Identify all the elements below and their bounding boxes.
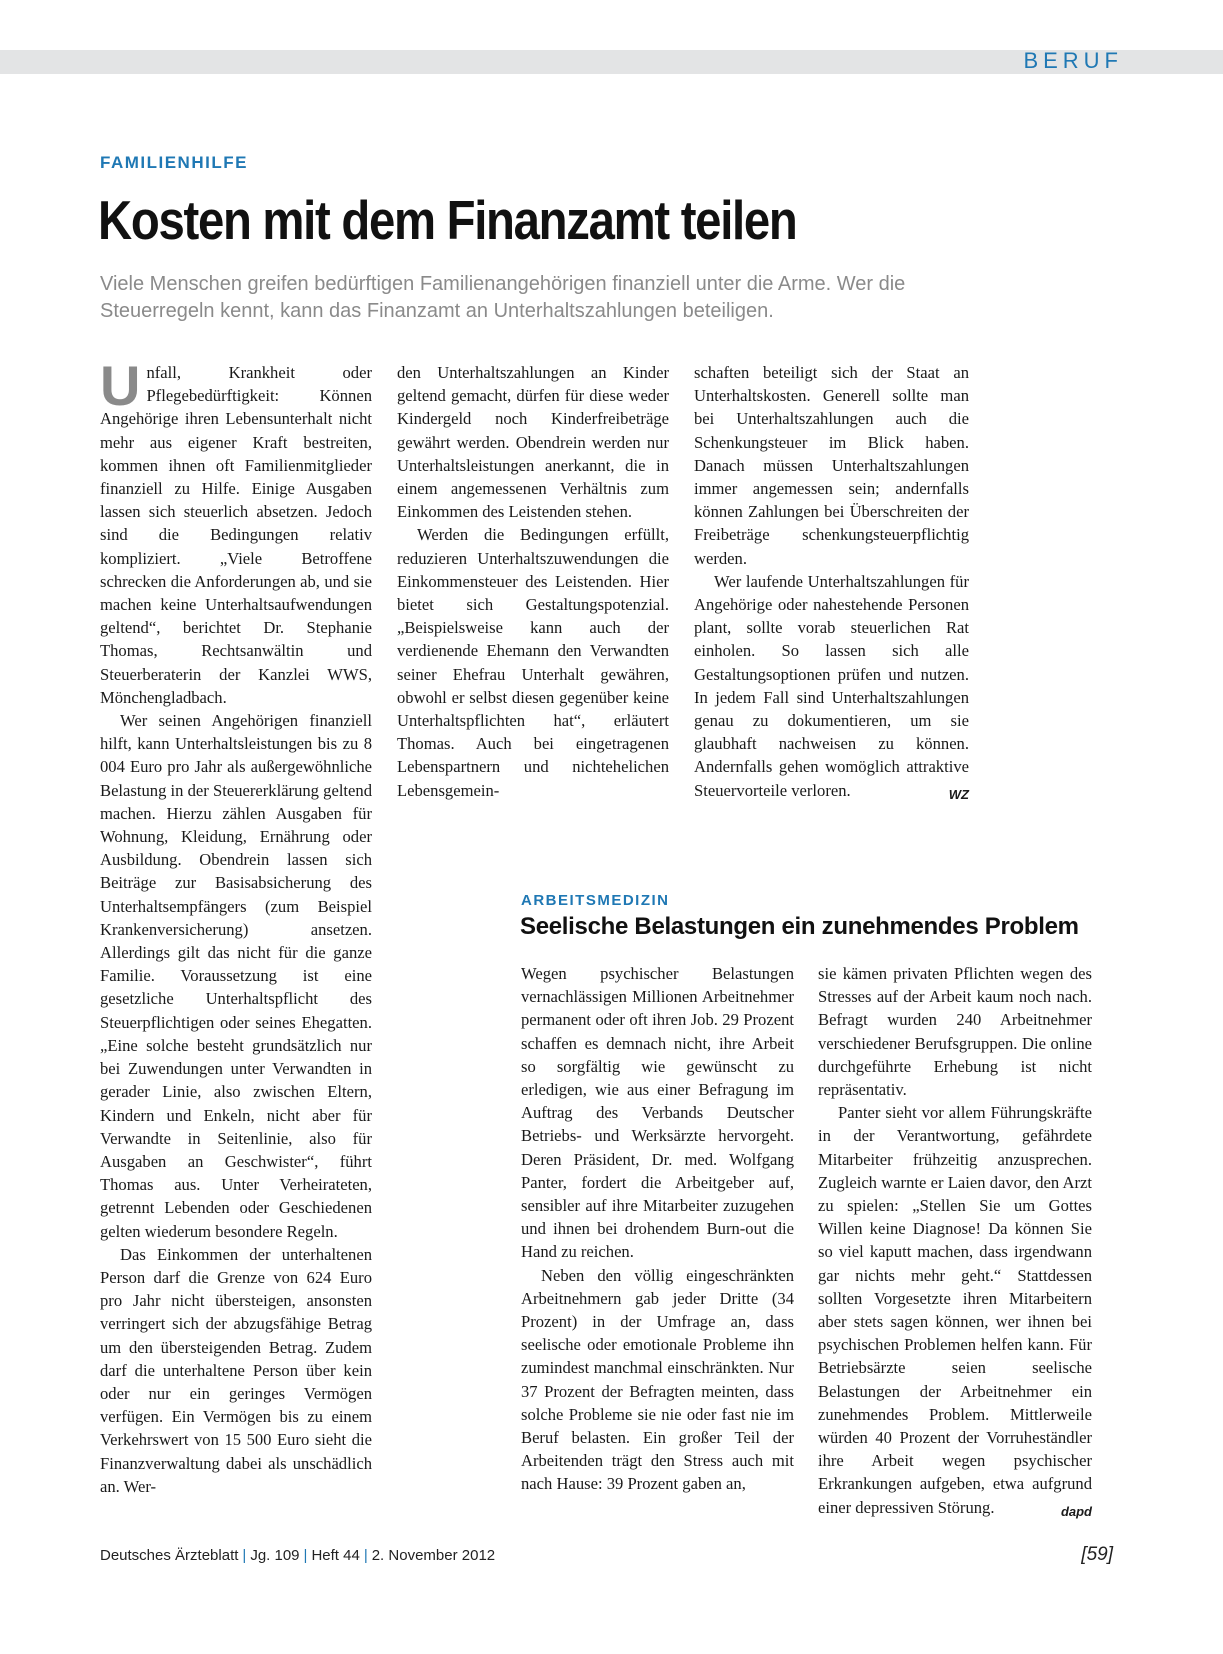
paragraph: Panter sieht vor allem Führungskräfte in der Verantwortung, gefährdete Mitarbeiter frühzeitig anzusprechen. Zugleich warnte er Laien davor, den Arzt zu spielen: „Stellen Sie um Gottes Willen keine Diagnose! Da können Sie so viel kaputt machen, dass irgendwann gar nichts mehr geht.“ Stattdessen sollten Vorgesetzte ihren Mitarbeitern aber stets sagen können, wer ihnen bei psychischen Problemen helfen kann. Für Betriebsärzte seien seelische Belastungen der Arbeitnehmer ein zunehmendes Problem. Mittlerweile würden 40 Prozent der Vorruheständler ihre Arbeit wegen psychischer Erkrankungen aufgeben, etwa aufgrund einer depressiven Störung. dapd xyxy=(818,1101,1092,1519)
paragraph: Neben den völlig eingeschränkten Arbeitnehmern gab jeder Dritte (34 Prozent) in der Umfrage an, dass seelische oder emotionale Probleme ihn zumindest manchmal einschränkten. Nur 37 Prozent der Befragten meinten, dass solche Probleme sie nie oder fast nie im Beruf belasten. Ein großer Teil der Arbeitenden trägt den Stress auch mit nach Hause: 39 Prozent gaben an, xyxy=(521,1265,794,1494)
paragraph: den Unterhaltszahlungen an Kinder geltend gemacht, dürfen für diese weder Kindergeld noch Kinderfreibeträge gewährt werden. Obendrein werden nur Unterhaltsleistungen anerkannt, die in einem angemessenen Verhältnis zum Einkommen des Leistenden stehen. xyxy=(397,363,669,522)
footer-citation: Deutsches Ärzteblatt | Jg. 109 | Heft 44 | 2. November 2012 xyxy=(100,1547,496,1564)
paragraph: sie kämen privaten Pflichten wegen des Stresses auf der Arbeit kaum noch nach. Befragt wurden 240 Arbeitnehmer verschiedener Berufsgruppen. Die online durchgeführte Erhebung ist nicht repräsentativ. xyxy=(818,964,1092,1100)
paragraph: Unfall, Krankheit oder Pflegebedürftigkeit: Können Angehörige ihren Lebensunterhalt nicht mehr aus eigener Kraft bestreiten, kommen ihnen oft Familienmitglieder finanziell zu Hilfe. Einige Ausgaben lassen sich steuerlich absetzen. Jedoch sind die Bedingungen relativ kompliziert. „Viele Betroffene schrecken die Anforderungen ab, und sie machen keine Unterhaltsaufwendungen geltend“, berichtet Dr. Stephanie Thomas, Rechtsanwältin und Steuerberaterin der Kanzlei WWS, Mönchengladbach. xyxy=(100,354,372,707)
article-column-1 xyxy=(521,962,794,1496)
article-title: Kosten mit dem Finanzamt teilen xyxy=(98,189,797,251)
paragraph: schaften beteiligt sich der Staat an Unterhaltskosten. Generell sollte man bei Unterhaltszahlungen auch die Schenkungsteuer im Blick haben. Danach müssen Unterhaltszahlungen immer angemessen sein; andernfalls können Zahlungen bei Überschreiten der Freibeträge schenkungsteuerpflichtig werden. xyxy=(694,363,969,568)
date: 2. November 2012 xyxy=(371,1547,496,1564)
section-label: BERUF xyxy=(1023,48,1123,73)
journal-name: Deutsches Ärzteblatt xyxy=(100,1547,239,1564)
drop-cap: U xyxy=(100,354,141,417)
article-column-1 xyxy=(100,354,372,1498)
page-number: [59] xyxy=(1081,1544,1113,1565)
article-kicker: FAMILIENHILFE xyxy=(100,153,248,172)
author-signature: dapd xyxy=(1060,1503,1092,1519)
paragraph: Wer laufende Unterhaltszahlungen für Angehörige oder nahestehende Personen plant, sollte vorab steuerlichen Rat einholen. So lassen sich alle Gestaltungsoptionen prüfen und nutzen. In jedem Fall sind Unterhaltszahlungen genau zu dokumentieren, um sie glaubhaft nachweisen zu können. Andernfalls gehen womöglich attraktive Steuervorteile verloren. WZ xyxy=(694,570,969,802)
article-title: Seelische Belastungen ein zunehmendes Problem xyxy=(520,913,1079,940)
article-column-2 xyxy=(397,361,669,802)
issue: Heft 44 xyxy=(311,1547,360,1564)
paragraph: Das Einkommen der unterhaltenen Person darf die Grenze von 624 Euro pro Jahr nicht übersteigen, ansonsten verringert sich der abzugsfähige Betrag um den übersteigenden Betrag. Zudem darf die unterhaltene Person über kein oder nur ein geringes Vermögen verfügen. Ein Vermögen bis zu einem Verkehrswert von 15 500 Euro sieht die Finanzverwaltung dabei als unschädlich an. Wer- xyxy=(100,1244,372,1496)
article-kicker: ARBEITSMEDIZIN xyxy=(521,892,670,909)
article-column-3 xyxy=(694,361,969,806)
volume: Jg. 109 xyxy=(250,1547,300,1564)
article-column-2 xyxy=(818,962,1092,1523)
article-lead: Viele Menschen greifen bedürftigen Familienangehörigen finanziell unter die Arme. Wer die Steuerregeln kennt, kann das Finanzamt an Unterhaltszahlungen beteiligen. xyxy=(100,273,906,322)
author-signature: WZ xyxy=(948,786,969,802)
paragraph: Wegen psychischer Belastungen vernachlässigen Millionen Arbeitnehmer permanent oder oft ihren Job. 29 Prozent schaffen es demnach nicht, ihre Arbeit so sorgfältig wie gewünscht zu erledigen, wie aus einer Befragung im Auftrag des Verbands Deutscher Betriebs- und Werksärzte hervorgeht. Deren Präsident, Dr. med. Wolfgang Panter, fordert die Arbeitgeber auf, sensibler auf ihre Mitarbeiter zuzugehen und ihnen bei drohendem Burn-out die Hand zu reichen. xyxy=(521,964,794,1262)
paragraph: Werden die Bedingungen erfüllt, reduzieren Unterhaltszuwendungen die Einkommensteuer des Leistenden. Hier bietet sich Gestaltungspotenzial. „Beispielsweise kann auch der verdienende Ehemann den Verwandten seiner Ehefrau Unterhalt gewähren, obwohl er selbst diesen gegenüber keine Unterhaltspflichten hat“, erläutert Thomas. Auch bei eingetragenen Lebenspartnern und nichtehelichen Lebensgemein- xyxy=(397,525,669,800)
paragraph: Wer seinen Angehörigen finanziell hilft, kann Unterhaltsleistungen bis zu 8 004 Euro pro Jahr als außergewöhnliche Belastung in der Steuererklärung geltend machen. Hierzu zählen Ausgaben für Wohnung, Kleidung, Ernährung oder Ausbildung. Obendrein lassen sich Beiträge zur Basisabsicherung des Unterhaltsempfängers (zum Beispiel Krankenversicherung) ansetzen. Allerdings gilt das nicht für die ganze Familie. Voraussetzung ist eine gesetzliche Unterhaltspflicht des Steuerpflichtigen oder seines Ehegatten. „Eine solche besteht grundsätzlich nur bei Zuwendungen unter Verwandten in gerader Linie, also zwischen Eltern, Kindern und Enkeln, nicht aber für Verwandte in Seitenlinie, also für Ausgaben an Geschwister“, führt Thomas aus. Unter Verheirateten, getrennt Lebenden oder Geschiedenen gelten wiederum besondere Regeln. xyxy=(100,711,372,1241)
